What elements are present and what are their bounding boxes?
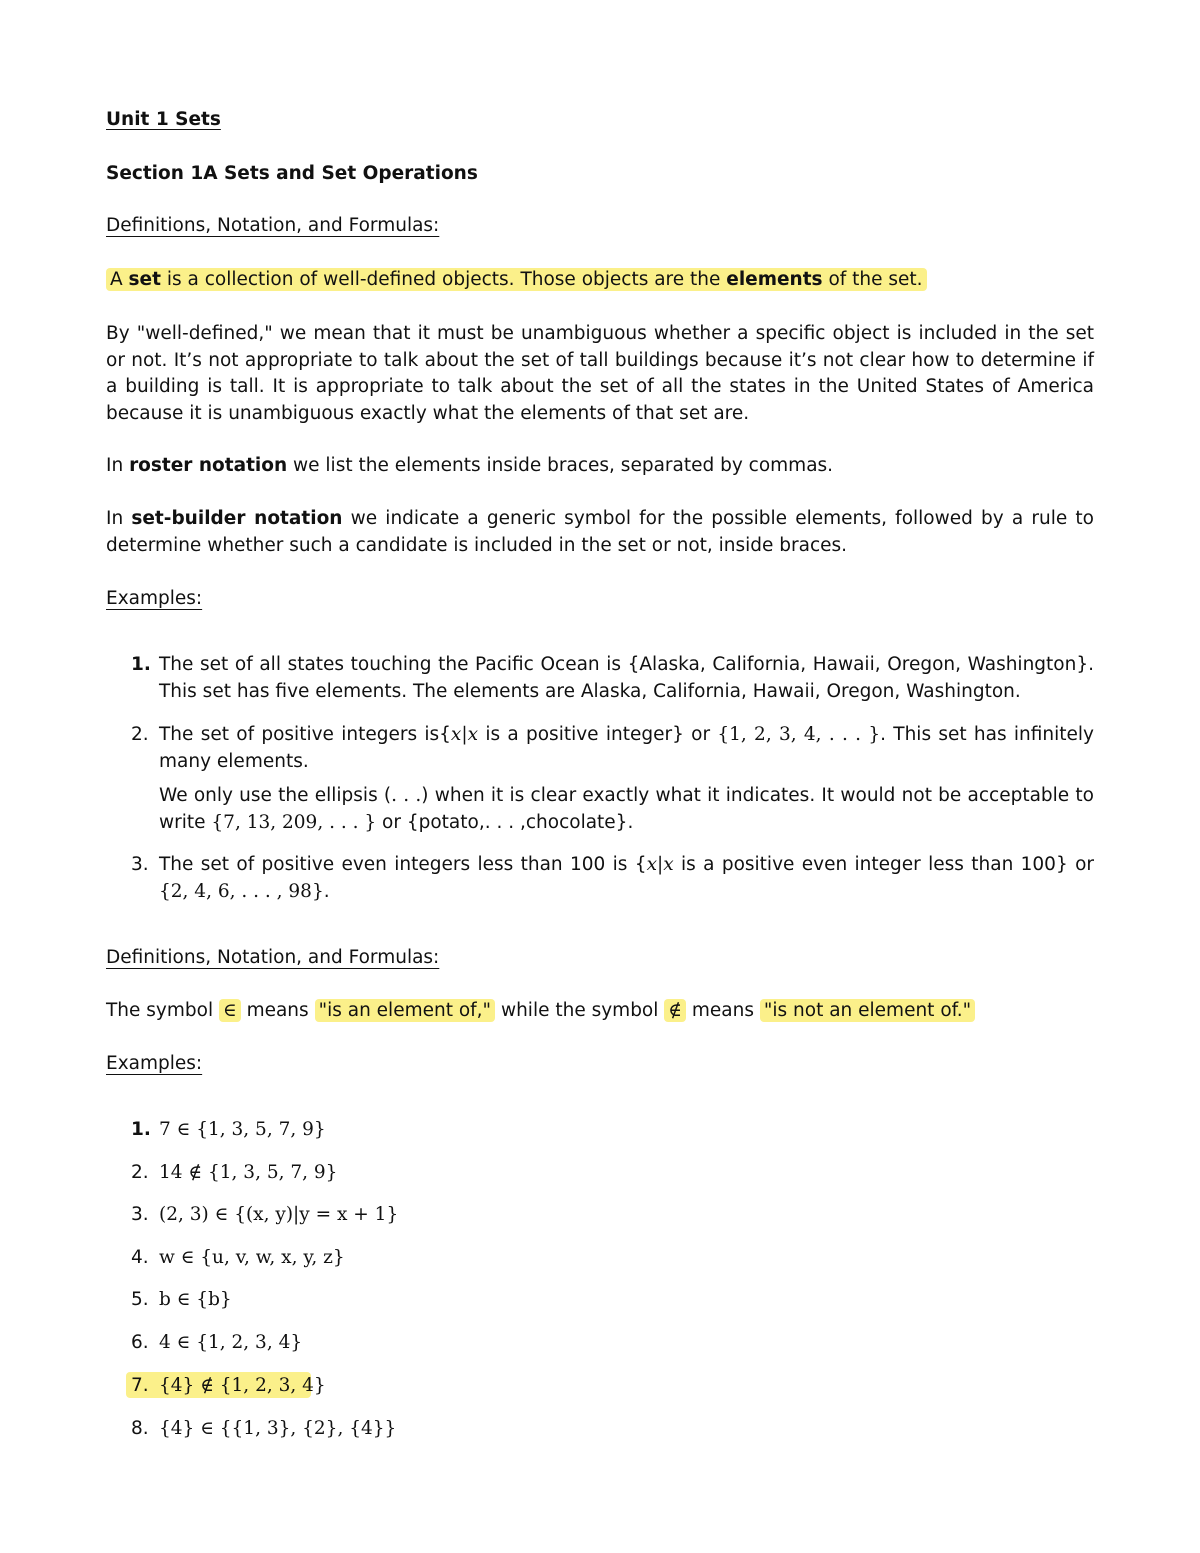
list-item bbox=[131, 1117, 1094, 1144]
list-item-number: 2. bbox=[131, 724, 149, 745]
list-item bbox=[131, 722, 1094, 836]
well-defined-paragraph: By "well-defined," we mean that it must be unambiguous whether a specific object is included in the set or not. It’s not appropriate to talk about the set of tall buildings because it’s not clear how to determine if a building is tall. It is appropriate to talk about the set of all the states in the United States of America because it is unambiguous exactly what the elements of that set are. bbox=[106, 323, 1094, 424]
math-variable: x bbox=[646, 854, 657, 875]
example-text-a: The set of positive integers is{ bbox=[159, 724, 451, 745]
set-builder-definition bbox=[106, 506, 1094, 559]
list-item bbox=[131, 1160, 1094, 1187]
symbol-text-2: means bbox=[240, 1000, 315, 1021]
definitions-heading-1 bbox=[106, 213, 1094, 240]
example-text-b: is a positive even integer less than 100} or bbox=[673, 854, 1094, 875]
examples-heading-2 bbox=[106, 1051, 1094, 1078]
note-text-d: or {potato,. . . ,chocolate}. bbox=[376, 811, 634, 833]
set-builder-text-1: In bbox=[106, 508, 132, 529]
unit-title: Unit 1 Sets bbox=[106, 109, 221, 130]
example-text-b: is a positive integer} or bbox=[478, 724, 718, 745]
list-item bbox=[131, 1416, 1094, 1443]
element-of-meaning: "is an element of," bbox=[315, 999, 496, 1022]
list-item-body bbox=[159, 652, 1094, 705]
list-item-number: 1. bbox=[131, 1119, 151, 1140]
math-expression: 4 ∈ {1, 2, 3, 4} bbox=[159, 1332, 303, 1353]
list-item-number: 2. bbox=[131, 1162, 149, 1183]
list-item bbox=[131, 1245, 1094, 1272]
examples-heading-1-text: Examples: bbox=[106, 588, 203, 609]
example-text-a: The set of positive even integers less than 100 is { bbox=[159, 854, 647, 875]
list-item-highlighted bbox=[131, 1373, 1094, 1400]
set-builder-text-2: we indicate a generic symbol for the possible elements, followed by a rule to determine whether such a candidate is included in the set or not, inside braces. bbox=[106, 508, 1094, 556]
math-bar: | bbox=[657, 854, 664, 875]
math-variable: x bbox=[450, 724, 462, 745]
element-of-symbol: ∈ bbox=[219, 999, 241, 1022]
symbol-text-3: while the symbol bbox=[495, 1000, 665, 1021]
list-item bbox=[131, 852, 1094, 905]
examples-heading-1 bbox=[106, 586, 1094, 613]
definitions-heading-1-text: Definitions, Notation, and Formulas: bbox=[106, 215, 440, 236]
set-def-term-set: set bbox=[128, 269, 161, 290]
math-expression: (2, 3) ∈ {(x, y)|y = x + 1} bbox=[159, 1204, 399, 1225]
symbol-text-4: means bbox=[685, 1000, 760, 1021]
set-def-term-elements: elements bbox=[726, 269, 823, 290]
math-expression: {2, 4, 6, . . . , 98} bbox=[159, 880, 324, 902]
math-expression: b ∈ {b} bbox=[159, 1289, 232, 1310]
set-definition-highlight bbox=[106, 268, 927, 291]
roster-text-2: we list the elements inside braces, separated by commas. bbox=[287, 455, 834, 476]
math-ellipsis: . . . bbox=[391, 785, 422, 807]
list-item-body bbox=[159, 852, 1094, 905]
example-text-1: The set of all states touching the Pacific Ocean is {Alaska, California, Hawaii, Oregon, Washington}. bbox=[159, 654, 1094, 675]
examples-heading-2-text: Examples: bbox=[106, 1053, 203, 1074]
math-expression: w ∈ {u, v, w, x, y, z} bbox=[159, 1247, 345, 1268]
math-expression: 7 ∈ {1, 3, 5, 7, 9} bbox=[159, 1119, 326, 1140]
not-element-of-meaning: "is not an element of." bbox=[760, 999, 975, 1022]
list-item-note bbox=[159, 783, 1094, 836]
list-item-number: 6. bbox=[131, 1332, 149, 1353]
definitions-heading-2-text: Definitions, Notation, and Formulas: bbox=[106, 947, 440, 968]
set-definition bbox=[106, 267, 1094, 294]
list-item-number: 8. bbox=[131, 1418, 149, 1439]
list-item-body bbox=[159, 722, 1094, 775]
set-def-text-1: A bbox=[110, 269, 129, 290]
math-bar: | bbox=[461, 724, 468, 745]
definitions-heading-2 bbox=[106, 945, 1094, 972]
set-def-text-3: of the set. bbox=[822, 269, 923, 290]
list-item-number: 1. bbox=[131, 654, 151, 675]
list-item-number: 7. bbox=[131, 1375, 149, 1396]
list-item bbox=[131, 1287, 1094, 1314]
math-expression: 14 ∉ {1, 3, 5, 7, 9} bbox=[159, 1162, 338, 1183]
math-expression: {4} ∉ {1, 2, 3, 4} bbox=[159, 1375, 326, 1396]
list-item-number: 3. bbox=[131, 1204, 149, 1225]
list-item bbox=[131, 652, 1094, 705]
note-text-a: We only use the ellipsis ( bbox=[159, 785, 392, 807]
list-item-number: 5. bbox=[131, 1289, 149, 1310]
roster-notation-definition bbox=[106, 453, 1094, 480]
list-item-number: 4. bbox=[131, 1247, 149, 1268]
math-expression: {1, 2, 3, 4, . . . } bbox=[717, 724, 881, 745]
roster-term: roster notation bbox=[129, 455, 288, 476]
list-item bbox=[131, 1330, 1094, 1357]
math-variable: x bbox=[467, 724, 479, 745]
list-item-number: 3. bbox=[131, 854, 149, 875]
math-expression: {4} ∈ {{1, 3}, {2}, {4}} bbox=[159, 1418, 397, 1439]
section-title: Section 1A Sets and Set Operations bbox=[106, 163, 478, 184]
set-builder-term: set-builder notation bbox=[131, 508, 343, 529]
example-text-d: . This set has infinitely many elements. bbox=[159, 724, 1095, 772]
note-text-b: ) when it is clear exactly what it indicates. It would not be acceptable to write bbox=[159, 785, 1094, 833]
list-item bbox=[131, 1202, 1094, 1229]
symbol-definition bbox=[106, 998, 1094, 1025]
symbol-text-1: The symbol bbox=[106, 1000, 219, 1021]
example-text-d: . bbox=[323, 880, 330, 902]
not-element-of-symbol: ∉ bbox=[664, 999, 686, 1022]
math-variable: x bbox=[663, 854, 674, 875]
example-text-2: This set has five elements. The elements are Alaska, California, Hawaii, Oregon, Washington. bbox=[159, 680, 1021, 702]
roster-text-1: In bbox=[106, 455, 130, 476]
math-expression: {7, 13, 209, . . . } bbox=[211, 811, 377, 833]
set-def-text-2: is a collection of well-defined objects. Those objects are the bbox=[160, 269, 727, 290]
